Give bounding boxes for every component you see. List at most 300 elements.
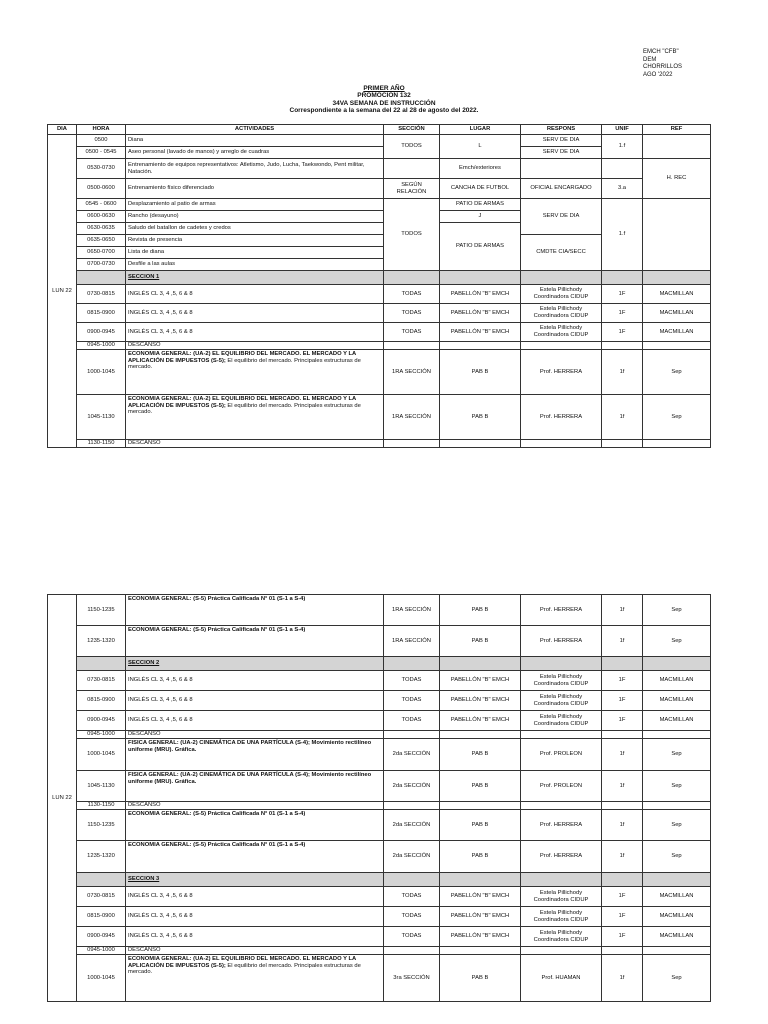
section-cell: TODOS [384,135,440,159]
responsible-cell [521,887,602,907]
place-cell: PAB B [440,810,521,841]
activity-cell: DESCANSO [126,802,384,810]
place-cell [440,342,521,350]
section-cell: TODAS [384,691,440,711]
title-year: PRIMER AÑO [363,85,405,92]
uniform-cell [602,657,643,671]
place-cell: PABELLÓN "B" EMCH [440,691,521,711]
place-cell: PATIO DE ARMAS [440,223,521,271]
section-cell: TODAS [384,711,440,731]
hora-cell: 0900-0945 [77,927,126,947]
responsible-name: Estela Pillichody [539,713,583,720]
ref-cell: H. REC [643,159,711,199]
table-row [48,739,711,771]
title-week: 34VA SEMANA DE INSTRUCCIÓN [332,99,436,107]
table-row [48,810,711,841]
hora-cell: 0500 [77,135,126,147]
schedule-table-1 [47,124,711,448]
corner-line: DEM [643,56,657,63]
hora-cell [77,657,126,671]
activity-cell: DESCANSO [126,342,384,350]
activity-cell [126,395,384,440]
title-range: Correspondiente a la semana del 22 al 28 de agosto del 2022. [289,107,479,115]
header-cell: UNIF [602,125,643,135]
header-cell: HORA [77,125,126,135]
activity-cell: INGLÉS CL 3, 4 ,5, 6 & 8 [126,691,384,711]
activity-cell: ECONOMIA GENERAL: (S-5) Práctica Calificada N° 01 (S-1 a S-4) [126,841,384,873]
place-cell: PAB B [440,955,521,1002]
responsible-cell: Prof. HERRERA [521,350,602,395]
uniform-cell: 1F [602,285,643,304]
responsible-cell [521,927,602,947]
hora-cell: 0900-0945 [77,711,126,731]
responsible-cell [521,323,602,342]
uniform-cell: 1F [602,887,643,907]
uniform-cell: 1f [602,955,643,1002]
table-header-row [48,125,711,135]
table-row [48,323,711,342]
activity-detail: El equilibrio del mercado. Principales estructuras de mercado. [128,357,361,371]
place-cell: PABELLÓN "B" EMCH [440,927,521,947]
responsible-cell [521,873,602,887]
hora-cell: 0635-0650 [77,235,126,247]
place-cell: PABELLÓN "B" EMCH [440,887,521,907]
activity-cell: INGLÉS CL 3, 4 ,5, 6 & 8 [126,671,384,691]
hora-cell: 0945-1000 [77,731,126,739]
responsible-name: Estela Pillichody [539,693,583,700]
uniform-cell [602,731,643,739]
header-cell: ACTIVIDADES [126,125,384,135]
ref-cell [643,440,711,448]
responsible-cell [521,947,602,955]
place-cell: PABELLÓN "B" EMCH [440,323,521,342]
section-cell: TODAS [384,671,440,691]
responsible-name: Estela Pillichody [539,889,583,896]
ref-cell: Sep [643,841,711,873]
section-header-row [48,873,711,887]
ref-cell [643,271,711,285]
activity-cell: Lista de diana [126,247,384,259]
ref-cell [643,802,711,810]
responsible-cell: Prof. HERRERA [521,595,602,626]
place-cell [440,440,521,448]
hora-cell: 1130-1150 [77,802,126,810]
table-row [48,841,711,873]
table-row [48,671,711,691]
responsible-cell [521,285,602,304]
responsible-cell [521,342,602,350]
section-cell: TODAS [384,285,440,304]
responsible-name: Estela Pillichody [539,673,583,680]
responsible-cell: SERV DE DIA [521,147,602,159]
activity-cell: INGLÉS CL 3, 4 ,5, 6 & 8 [126,907,384,927]
table-row [48,947,711,955]
table-row [48,199,711,211]
uniform-cell: 1f [602,841,643,873]
uniform-cell [602,159,643,179]
table-row [48,802,711,810]
section-cell: 2da SECCIÓN [384,771,440,802]
hora-cell: 1235-1320 [77,626,126,657]
activity-cell: Entrenamiento de equipos representativos: Atletismo, Judo, Lucha, Taekwondo, Pent militar, Natación. [126,159,384,179]
place-cell: PAB B [440,626,521,657]
place-cell [440,731,521,739]
activity-cell: Saludo del batallon de cadetes y credos [126,223,384,235]
activity-cell: Diana [126,135,384,147]
section-cell [384,440,440,448]
place-cell: PAB B [440,395,521,440]
header-cell: DIA [48,125,77,135]
activity-cell: FISICA GENERAL: (UA-2) CINEMÁTICA DE UNA PARTÍCULA (S-4); Movimiento rectilíneo uniforme (MRU). Gráfica. [126,771,384,802]
section-cell: 2da SECCIÓN [384,739,440,771]
hora-cell: 0630-0635 [77,223,126,235]
uniform-cell [602,271,643,285]
place-cell: PAB B [440,350,521,395]
activity-cell: DESCANSO [126,947,384,955]
day-cell: LUN 22 [48,595,77,1002]
activity-detail: El equilibrio del mercado. Principales estructuras de mercado. [128,402,361,416]
section-cell [384,731,440,739]
uniform-cell: 1F [602,304,643,323]
table-row [48,691,711,711]
activity-detail: El equilibrio del mercado. Principales estructuras de mercado. [128,962,361,976]
table-row [48,711,711,731]
table-row [48,955,711,1002]
responsible-role: Coordinadora CIDUP [533,700,589,707]
section-cell: SEGÚN RELACIÓN [384,179,440,199]
table-row [48,907,711,927]
hora-cell: 1235-1320 [77,841,126,873]
place-cell: PABELLÓN "B" EMCH [440,285,521,304]
header-cell: RESPONS [521,125,602,135]
hora-cell: 1150-1235 [77,595,126,626]
responsible-cell [521,671,602,691]
section-cell [384,873,440,887]
ref-cell [643,135,711,159]
activity-cell [126,955,384,1002]
responsible-role: Coordinadora CIDUP [533,916,589,923]
responsible-name: Estela Pillichody [539,929,583,936]
activity-bold: ECONOMIA GENERAL: (UA-2) EL EQUILIBRIO DEL MERCADO. EL MERCADO Y LA APLICACIÓN DE IMPUESTOS (S-5); [128,396,357,409]
place-cell [440,947,521,955]
responsible-name: Estela Pillichody [539,306,583,313]
uniform-cell [602,873,643,887]
uniform-cell: 1F [602,691,643,711]
responsible-cell [521,907,602,927]
section-title: SECCION 1 [126,271,384,285]
responsible-cell [521,711,602,731]
hora-cell: 1000-1045 [77,739,126,771]
ref-cell: MACMILLAN [643,671,711,691]
responsible-cell: SERV DE DIA [521,135,602,147]
document-titles [0,85,768,115]
title-promotion: PROMOCIÓN 132 [357,92,411,100]
uniform-cell: 1f [602,771,643,802]
table-row [48,342,711,350]
section-cell [384,947,440,955]
hora-cell: 0815-0900 [77,907,126,927]
activity-cell: ECONOMIA GENERAL: (S-5) Práctica Calificada N° 01 (S-1 a S-4) [126,595,384,626]
hora-cell: 0500 - 0545 [77,147,126,159]
ref-cell: Sep [643,626,711,657]
responsible-cell [521,731,602,739]
section-cell [384,657,440,671]
responsible-cell [521,271,602,285]
uniform-cell [602,947,643,955]
header-cell: REF [643,125,711,135]
responsible-cell: Prof. HERRERA [521,810,602,841]
table-row [48,285,711,304]
section-cell: 1RA SECCIÓN [384,395,440,440]
activity-cell: Aseo personal (lavado de manos) y arreglo de cuadras [126,147,384,159]
activity-cell: INGLÉS CL 3, 4 ,5, 6 & 8 [126,927,384,947]
ref-cell: MACMILLAN [643,711,711,731]
table-row [48,135,711,147]
place-cell: PABELLÓN "B" EMCH [440,711,521,731]
place-cell: PABELLÓN "B" EMCH [440,907,521,927]
responsible-cell [521,440,602,448]
responsible-name: Estela Pillichody [539,325,583,332]
uniform-cell: 1f [602,350,643,395]
responsible-name: Estela Pillichody [539,909,583,916]
ref-cell: MACMILLAN [643,285,711,304]
uniform-cell [602,802,643,810]
hora-cell: 1045-1130 [77,771,126,802]
hora-cell: 1000-1045 [77,955,126,1002]
hora-cell: 1045-1130 [77,395,126,440]
hora-cell: 0545 - 0600 [77,199,126,211]
responsible-role: Coordinadora CIDUP [533,896,589,903]
section-cell: 2da SECCIÓN [384,810,440,841]
responsible-cell [521,159,602,179]
activity-bold: ECONOMIA GENERAL: (UA-2) EL EQUILIBRIO DEL MERCADO. EL MERCADO Y LA APLICACIÓN DE IMPUESTOS (S-5); [128,956,357,969]
uniform-cell: 1f [602,395,643,440]
ref-cell: MACMILLAN [643,323,711,342]
responsible-cell [521,802,602,810]
schedule-table-2 [47,594,711,1002]
place-cell: PABELLÓN "B" EMCH [440,671,521,691]
uniform-cell [602,440,643,448]
activity-cell [126,350,384,395]
header-cell: SECCIÓN [384,125,440,135]
ref-cell: Sep [643,350,711,395]
activity-cell: DESCANSO [126,440,384,448]
hora-cell: 1130-1150 [77,440,126,448]
header-corner-block [643,49,682,79]
ref-cell: Sep [643,771,711,802]
responsible-name: Estela Pillichody [539,287,583,294]
table-row [48,731,711,739]
place-cell: PATIO DE ARMAS [440,199,521,211]
uniform-cell: 1F [602,907,643,927]
activity-bold: ECONOMIA GENERAL: (UA-2) EL EQUILIBRIO DEL MERCADO. EL MERCADO Y LA APLICACIÓN DE IMPUESTOS (S-5); [128,351,357,364]
uniform-cell: 1f [602,626,643,657]
corner-line: EMCH "CFB" [643,49,679,55]
responsible-cell: Prof. HERRERA [521,395,602,440]
table-row [48,595,711,626]
section-cell: TODOS [384,199,440,271]
uniform-cell: 1f [602,595,643,626]
responsible-cell [521,657,602,671]
uniform-cell: 1.f [602,135,643,159]
responsible-role: Coordinadora CIDUP [533,332,589,338]
ref-cell [643,947,711,955]
hora-cell: 0730-0815 [77,285,126,304]
section-header-row [48,657,711,671]
activity-cell: ECONOMIA GENERAL: (S-5) Práctica Calificada N° 01 (S-1 a S-4) [126,810,384,841]
activity-cell: Desplazamiento al patio de armas [126,199,384,211]
activity-cell: INGLÉS CL 3, 4 ,5, 6 & 8 [126,285,384,304]
responsible-cell: Prof. HERRERA [521,626,602,657]
responsible-cell: Prof. PROLEON [521,739,602,771]
place-cell: PABELLÓN "B" EMCH [440,304,521,323]
place-cell: L [440,135,521,159]
place-cell [440,802,521,810]
place-cell: PAB B [440,739,521,771]
table-row [48,927,711,947]
table-row [48,304,711,323]
responsible-cell: OFICIAL ENCARGADO [521,179,602,199]
hora-cell: 0945-1000 [77,947,126,955]
table-row [48,771,711,802]
ref-cell [643,731,711,739]
section-cell [384,802,440,810]
uniform-cell: 1f [602,739,643,771]
uniform-cell: 1F [602,671,643,691]
place-cell: PAB B [440,841,521,873]
activity-cell: DESCANSO [126,731,384,739]
hora-cell [77,271,126,285]
section-cell: TODAS [384,887,440,907]
responsible-role: Coordinadora CIDUP [533,294,589,300]
day-cell: LUN 22 [48,135,77,448]
place-cell [440,271,521,285]
hora-cell: 0730-0815 [77,887,126,907]
section-cell: 3ra SECCIÓN [384,955,440,1002]
responsible-cell [521,691,602,711]
section-cell [384,159,440,179]
hora-cell: 0815-0900 [77,304,126,323]
section-cell [384,342,440,350]
uniform-cell: 1F [602,711,643,731]
section-cell: 1RA SECCIÓN [384,350,440,395]
ref-cell: MACMILLAN [643,907,711,927]
section-cell: TODAS [384,927,440,947]
place-cell: J [440,211,521,223]
ref-cell: MACMILLAN [643,887,711,907]
hora-cell: 0500-0600 [77,179,126,199]
responsible-role: Coordinadora CIDUP [533,680,589,687]
hora-cell: 1000-1045 [77,350,126,395]
header-cell: LUGAR [440,125,521,135]
ref-cell [643,873,711,887]
table-row [48,395,711,440]
section-cell: TODAS [384,323,440,342]
uniform-cell: 1f [602,810,643,841]
section-cell: 1RA SECCIÓN [384,595,440,626]
activity-cell: INGLÉS CL 3, 4 ,5, 6 & 8 [126,323,384,342]
responsible-cell: SERV DE DIA [521,199,602,235]
responsible-cell: Prof. HUAMAN [521,955,602,1002]
responsible-role: Coordinadora CIDUP [533,936,589,943]
ref-cell: Sep [643,810,711,841]
uniform-cell: 3.a [602,179,643,199]
hora-cell: 0700-0730 [77,259,126,271]
place-cell [440,657,521,671]
responsible-role: Coordinadora CIDUP [533,720,589,727]
activity-cell: Revista de presencia [126,235,384,247]
ref-cell: Sep [643,595,711,626]
section-title: SECCION 3 [126,873,384,887]
hora-cell: 0730-0815 [77,671,126,691]
section-header-row [48,271,711,285]
ref-cell [643,342,711,350]
hora-cell: 0600-0630 [77,211,126,223]
ref-cell [643,199,711,271]
ref-cell: Sep [643,395,711,440]
uniform-cell: 1F [602,927,643,947]
ref-cell: MACMILLAN [643,691,711,711]
hora-cell: 0900-0945 [77,323,126,342]
ref-cell: Sep [643,739,711,771]
activity-cell: FISICA GENERAL: (UA-2) CINEMÁTICA DE UNA PARTÍCULA (S-4); Movimiento rectilíneo uniforme (MRU). Gráfica. [126,739,384,771]
place-cell [440,873,521,887]
responsible-role: Coordinadora CIDUP [533,313,589,319]
responsible-cell: Prof. PROLEON [521,771,602,802]
table-row [48,159,711,179]
hora-cell: 0945-1000 [77,342,126,350]
section-title: SECCION 2 [126,657,384,671]
uniform-cell: 1F [602,323,643,342]
hora-cell: 0530-0730 [77,159,126,179]
activity-cell: INGLÉS CL 3, 4 ,5, 6 & 8 [126,304,384,323]
responsible-cell [521,304,602,323]
table-row [48,350,711,395]
activity-cell: ECONOMIA GENERAL: (S-5) Práctica Calificada N° 01 (S-1 a S-4) [126,626,384,657]
ref-cell: Sep [643,955,711,1002]
uniform-cell [602,342,643,350]
table-row [48,626,711,657]
activity-cell: INGLÉS CL 3, 4 ,5, 6 & 8 [126,711,384,731]
place-cell: Emch/exteriores [440,159,521,179]
activity-cell: Desfile a las aulas [126,259,384,271]
corner-line: AGO '2022 [643,71,673,78]
table-row [48,179,711,199]
place-cell: PAB B [440,771,521,802]
activity-cell: Entrenamiento físico diferenciado [126,179,384,199]
hora-cell: 0815-0900 [77,691,126,711]
ref-cell: MACMILLAN [643,304,711,323]
section-cell: TODAS [384,907,440,927]
section-cell: TODAS [384,304,440,323]
hora-cell [77,873,126,887]
hora-cell: 1150-1235 [77,810,126,841]
place-cell: PAB B [440,595,521,626]
table-row [48,887,711,907]
responsible-cell: Prof. HERRERA [521,841,602,873]
activity-cell: INGLÉS CL 3, 4 ,5, 6 & 8 [126,887,384,907]
activity-cell: Rancho (desayuno) [126,211,384,223]
ref-cell: MACMILLAN [643,927,711,947]
corner-line: CHORRILLOS [643,64,683,71]
section-cell: 1RA SECCIÓN [384,626,440,657]
ref-cell [643,657,711,671]
section-cell [384,271,440,285]
responsible-cell: CMDTE CIA/SECC [521,235,602,271]
hora-cell: 0650-0700 [77,247,126,259]
uniform-cell: 1.f [602,199,643,271]
table-row [48,440,711,448]
